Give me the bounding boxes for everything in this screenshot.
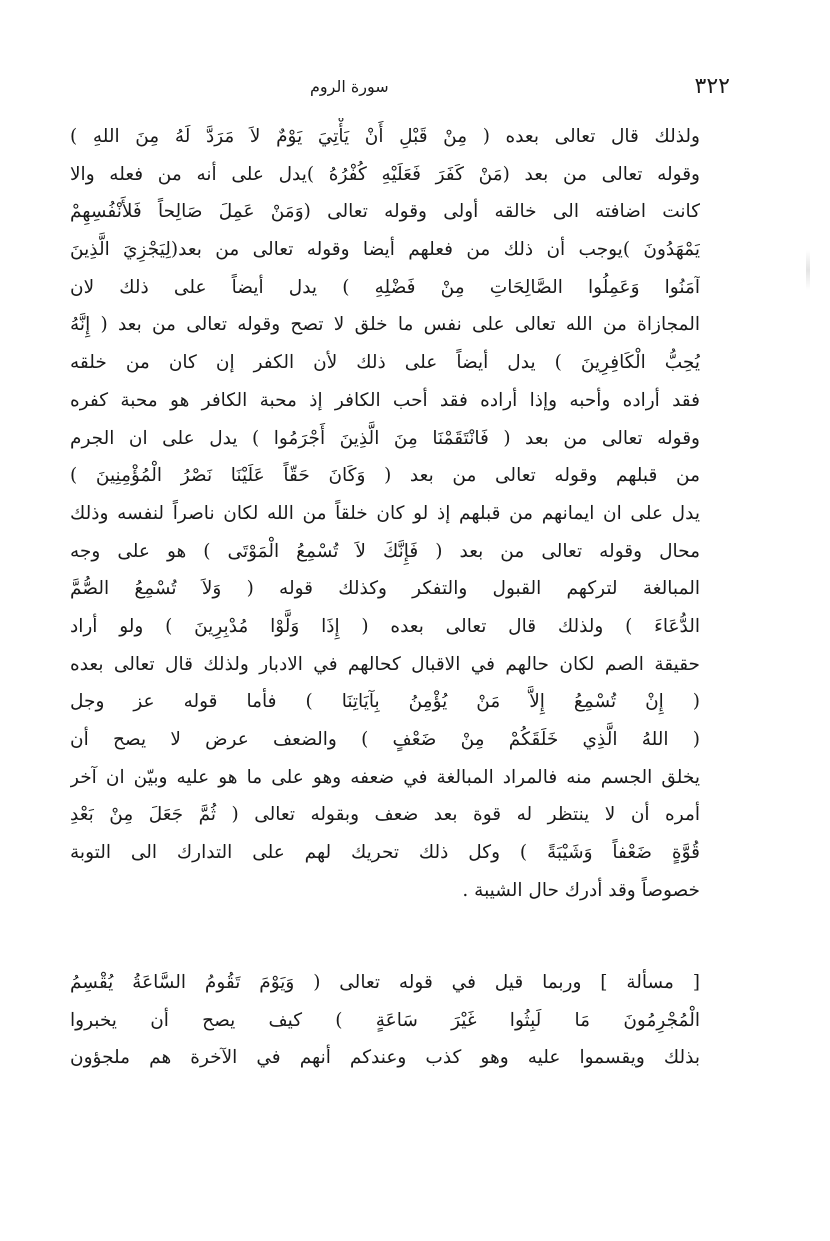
scan-artifact (806, 250, 810, 290)
body-paragraph (70, 118, 700, 909)
surah-title: سورة الروم (310, 76, 389, 96)
text-line: يَمْهَدُونَ )يوجب أن ذلك من فعلهم أيضا وقوله تعالى من بعد(لِيَجْزِيَ الَّذِينَ (70, 239, 700, 261)
text-line: يدل على ان ايمانهم من قبلهم إذ لو كان خلقاً من الله لكان ناصراً لنفسه وذلك (70, 502, 700, 524)
text-line: بذلك ويقسموا عليه وهو كذب وعندكم أنهم في الآخرة هم ملجؤون (70, 1047, 700, 1069)
text-line: أمره أن لا ينتظر له قوة بعد ضعف وبقوله تعالى ( ثُمَّ جَعَلَ مِنْ بَعْدِ (70, 804, 700, 826)
text-line: المبالغة لتركهم القبول والتفكر وكذلك قوله ( وَلاَ تُسْمِعُ الصُّمَّ (70, 578, 700, 600)
text-line: فقد أراده وأحبه وإذا أراده فقد أحب الكافر إذ محبة الكافر هو محبة كفره (70, 389, 700, 411)
text-line: [ مسألة ] وربما قيل في قوله تعالى ( وَيَوْمَ تَقُومُ السَّاعَةُ يُقْسِمُ (70, 972, 700, 993)
running-header (60, 66, 730, 106)
text-line: قُوَّةٍ ضَعْفاً وَشَيْبَةً ) وكل ذلك تحريك لهم على التدارك الى التوبة (70, 842, 700, 864)
text-line: حقيقة الصم لكان حالهم في الاقبال كحالهم في الادبار ولذلك قال تعالى بعده (70, 653, 700, 675)
text-line: يخلق الجسم منه فالمراد المبالغة في ضعفه وهو على ما هو عليه وبيّن ان آخر (70, 766, 700, 788)
text-line: ( إِنْ تُسْمِعُ إِلاَّ مَنْ يُؤْمِنُ بِآيَاتِنَا ) فأما قوله عز وجل (70, 691, 700, 713)
text-line: خصوصاً وقد أدرك حال الشيبة . (462, 879, 700, 901)
text-line: يُحِبُّ الْكَافِرِينَ ) يدل أيضاً على ذلك لأن الكفر إن كان من خلقه (70, 352, 700, 374)
text-line: كانت اضافته الى خالقه أولى وقوله تعالى (وَمَنْ عَمِلَ صَالِحاً فَلأَنْفُسِهِمْ (70, 201, 700, 223)
text-line: وقوله تعالى من بعد (مَنْ كَفَرَ فَعَلَيْهِ كُفْرُهُ )يدل على أنه من فعله والا (70, 163, 700, 185)
text-line: وقوله تعالى من بعد ( فَانْتَقَمْنَا مِنَ الَّذِينَ أَجْرَمُوا ) يدل على ان الجرم (70, 427, 700, 449)
question-paragraph (70, 964, 700, 1077)
text-line: محال وقوله تعالى من بعد ( فَإِنَّكَ لاَ تُسْمِعُ الْمَوْتَى ) هو على وجه (70, 540, 700, 562)
text-line: الدُّعَاءَ ) ولذلك قال تعالى بعده ( إِذَا وَلَّوْا مُدْبِرِينَ ) ولو أراد (70, 615, 700, 637)
text-line: ولذلك قال تعالى بعده ( مِنْ قَبْلِ أَنْ يَأْتِيَ يَوْمٌ لاَ مَرَدَّ لَهُ مِنَ اللهِ ) (70, 126, 700, 147)
text-line: من قبلهم وقوله تعالى من بعد ( وَكَانَ حَقّاً عَلَيْنَا نَصْرُ الْمُؤْمِنِينَ ) (70, 465, 700, 487)
page-number: ٣٢٢ (694, 73, 730, 99)
text-line: ( اللهُ الَّذِي خَلَقَكُمْ مِنْ ضَعْفٍ ) والضعف عرض لا يصح أن (70, 729, 700, 750)
text-line: الْمُجْرِمُونَ مَا لَبِثُوا غَيْرَ سَاعَةٍ ) كيف يصح أن يخبروا (70, 1009, 700, 1031)
text-line: آمَنُوا وَعَمِلُوا الصَّالِحَاتِ مِنْ فَضْلِهِ ) يدل أيضاً على ذلك لان (70, 276, 700, 298)
text-line: المجازاة من الله تعالى على نفس ما خلق لا تصح وقوله تعالى من بعد ( إِنَّهُ (70, 314, 700, 336)
